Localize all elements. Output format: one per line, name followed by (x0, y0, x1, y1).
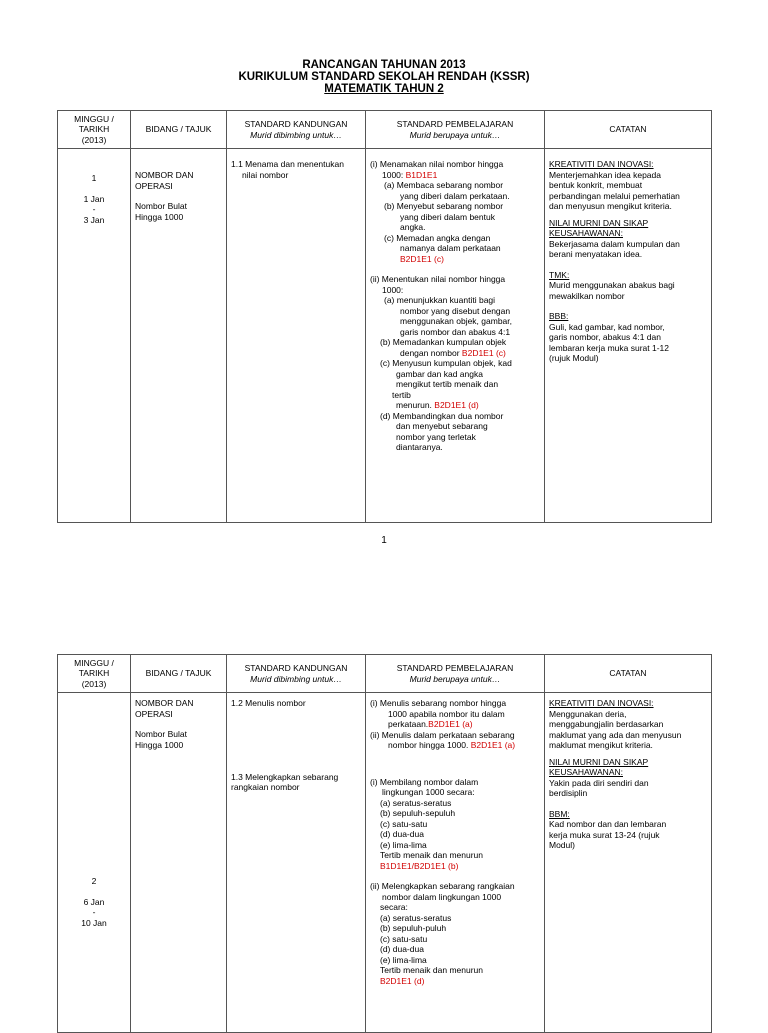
sp-text: 1000 apabila nombor itu dalam (388, 708, 505, 719)
catatan-heading: KEUSAHAWANAN: (549, 767, 623, 777)
catatan-text: Bekerjasama dalam kumpulan dan (549, 238, 680, 249)
table-header-row (58, 111, 712, 149)
sk-text: 1.3 Melengkapkan sebarang (231, 771, 339, 782)
sp-code: B2D1E1 (d) (380, 975, 425, 986)
sp-text: (i) Menamakan nilai nombor hingga (370, 159, 504, 169)
sp-text: (a) seratus-seratus (380, 912, 452, 923)
header-bidang: BIDANG / TAJUK (131, 111, 227, 149)
sp-text: (b) Memadankan kumpulan objek (380, 337, 507, 347)
sp-text: (d) dua-dua (380, 944, 424, 954)
header-standard-pembelajaran: STANDARD PEMBELAJARAN Murid berupaya untuk… (366, 111, 545, 149)
sp-code: B2D1E1 (d) (434, 400, 479, 410)
sp-text: (c) satu-satu (380, 933, 428, 944)
sp-text: menggunakan objek, gambar, (400, 316, 512, 326)
sp-text: yang diberi dalam bentuk (400, 211, 495, 222)
sp-code: B2D1E1 (c) (461, 347, 506, 358)
sp-text: angka. (400, 222, 426, 232)
sp-text: (b) Menyebut sebarang nombor (384, 201, 504, 211)
week-number: 1 (91, 173, 97, 183)
standard-pembelajaran-cell (366, 693, 545, 1033)
catatan-text: perbandingan melalui pemerhatian (549, 190, 680, 201)
week-start-date: 6 Jan (83, 896, 105, 907)
sp-text: (c) Memadan angka dengan (384, 232, 491, 243)
header-catatan: CATATAN (545, 111, 712, 149)
catatan-heading: KEUSAHAWANAN: (549, 228, 623, 238)
sp-text: dengan nombor B2D1E1 (c) (400, 347, 506, 358)
week-cell (58, 149, 131, 523)
sp-text: (ii) Menentukan nilai nombor hingga (370, 274, 506, 284)
page-number: 1 (381, 535, 387, 546)
catatan-text: (rujuk Modul) (549, 353, 599, 363)
catatan-text: bentuk konkrit, membuat (549, 180, 643, 190)
sk-text: 1.2 Menulis nombor (231, 698, 306, 708)
sp-text: (e) lima-lima (380, 954, 427, 965)
week-end-date: 10 Jan (81, 917, 107, 928)
sp-text: Tertib menaik dan menurun (380, 850, 484, 860)
sp-text: dan menyebut sebarang (396, 421, 488, 431)
sp-text: (i) Menulis sebarang nombor hingga (370, 698, 507, 708)
tajuk-label: Hingga 1000 (135, 211, 184, 222)
catatan-text: garis nombor, abakus 4:1 dan (549, 332, 661, 342)
catatan-text: Murid menggunakan abakus bagi (549, 280, 675, 290)
sp-text: namanya dalam perkataan (400, 243, 501, 253)
sp-text: (i) Membilang nombor dalam (370, 776, 479, 787)
table-row (58, 149, 712, 523)
header-standard-kandungan: STANDARD KANDUNGAN Murid dibimbing untuk… (227, 111, 366, 149)
standard-kandungan-cell (227, 693, 366, 1033)
sp-text: menurun. B2D1E1 (d) (396, 400, 479, 410)
table-header-row (58, 655, 712, 693)
sp-text: (ii) Menulis dalam perkataan sebarang (370, 729, 515, 740)
tajuk-label: Nombor Bulat (135, 729, 187, 739)
table-row (58, 693, 712, 1033)
plan-table-week-1 (57, 110, 712, 523)
sp-text: (e) lima-lima (380, 839, 427, 850)
tajuk-label: Nombor Bulat (135, 201, 187, 211)
sp-text: nombor hingga 1000. B2D1E1 (a) (388, 740, 516, 750)
catatan-text: maklumat mengikut kriteria. (549, 740, 653, 750)
catatan-heading: KREATIVITI DAN INOVASI: (549, 698, 654, 708)
catatan-text: Guli, kad gambar, kad nombor, (549, 321, 665, 332)
catatan-text: kerja muka surat 13-24 (rujuk (549, 829, 660, 840)
header-bidang: BIDANG / TAJUK (131, 655, 227, 693)
catatan-text: Yakin pada diri sendiri dan (549, 777, 649, 788)
sp-text: perkataan.B2D1E1 (a) (388, 719, 473, 729)
sp-text: diantaranya. (396, 442, 443, 452)
catatan-text: dan menyusun mengikut kriteria. (549, 201, 672, 211)
catatan-heading: BBB: (549, 311, 569, 321)
catatan-cell (545, 149, 712, 523)
sp-text: (a) Membaca sebarang nombor (384, 180, 504, 190)
sp-text: (ii) Melengkapkan sebarang rangkaian (370, 881, 515, 891)
week-start-date: 1 Jan (83, 193, 105, 204)
sp-text: Tertib menaik dan menurun (380, 965, 484, 975)
sp-code: B2D1E1 (c) (400, 253, 444, 264)
sp-text: (d) dua-dua (380, 829, 424, 839)
sp-text: (c) satu-satu (380, 818, 428, 829)
document-subtitle: KURIKULUM STANDARD SEKOLAH RENDAH (KSSR) (238, 71, 530, 83)
bidang-cell (131, 693, 227, 1033)
sk-text: 1.1 Menama dan menentukan (231, 159, 344, 169)
sp-text: nombor yang disebut dengan (400, 305, 511, 316)
header-minggu: MINGGU / TARIKH (2013) (58, 655, 131, 693)
catatan-heading: TMK: (549, 269, 570, 280)
catatan-text: mewakilkan nombor (549, 290, 625, 301)
catatan-text: lembaran kerja muka surat 1-12 (549, 342, 670, 353)
catatan-heading: KREATIVITI DAN INOVASI: (549, 159, 654, 169)
week-number: 2 (91, 876, 97, 886)
catatan-text: menggabungjalin berdasarkan (549, 719, 664, 729)
sp-text: garis nombor dan abakus 4:1 (400, 326, 511, 337)
catatan-text: berani menyatakan idea. (549, 249, 643, 259)
document-title: RANCANGAN TAHUNAN 2013 (302, 59, 466, 71)
document-subject: MATEMATIK TAHUN 2 (324, 83, 444, 95)
catatan-text: Menggunakan deria, (549, 708, 627, 719)
sp-text: yang diberi dalam perkataan. (400, 190, 510, 201)
week-cell (58, 693, 131, 1033)
sk-text: nilai nombor (242, 169, 289, 180)
standard-pembelajaran-cell (366, 149, 545, 523)
sp-text: (b) sepuluh-sepuluh (380, 808, 456, 818)
plan-table-week-2 (57, 654, 712, 1033)
tajuk-label: Hingga 1000 (135, 739, 184, 750)
sp-text: secara: (380, 902, 408, 912)
sp-text: tertib (392, 389, 411, 400)
bidang-cell (131, 149, 227, 523)
sp-text: gambar dan kad angka (396, 368, 483, 379)
header-minggu: MINGGU / TARIKH (2013) (58, 111, 131, 149)
catatan-heading: NILAI MURNI DAN SIKAP (549, 756, 649, 767)
sp-text: (c) Menyusun kumpulan objek, kad (380, 358, 512, 368)
sp-text: nombor yang terletak (396, 431, 476, 442)
sp-code: B2D1E1 (a) (470, 740, 516, 750)
header-catatan: CATATAN (545, 655, 712, 693)
bidang-label: OPERASI (135, 180, 173, 191)
catatan-text: berdisiplin (549, 788, 588, 798)
date-separator: - (92, 907, 96, 917)
catatan-text: maklumat yang ada dan menyusun (549, 729, 682, 740)
bidang-label: OPERASI (135, 708, 173, 719)
sp-text: 1000: (382, 284, 404, 295)
bidang-label: NOMBOR DAN (135, 698, 194, 708)
header-standard-kandungan: STANDARD KANDUNGAN Murid dibimbing untuk… (227, 655, 366, 693)
sk-text: rangkaian nombor (231, 782, 300, 792)
catatan-heading: NILAI MURNI DAN SIKAP (549, 217, 649, 228)
sp-code: B1D1E1/B2D1E1 (b) (380, 860, 459, 871)
sp-text: nombor dalam lingkungan 1000 (382, 891, 502, 902)
catatan-cell (545, 693, 712, 1033)
sp-text: (a) seratus-seratus (380, 797, 452, 808)
week-end-date: 3 Jan (83, 214, 105, 225)
bidang-label: NOMBOR DAN (135, 170, 194, 180)
sp-code: B2D1E1 (a) (428, 719, 473, 729)
catatan-text: Kad nombor dan dan lembaran (549, 819, 667, 829)
header-standard-pembelajaran: STANDARD PEMBELAJARAN Murid berupaya untuk… (366, 655, 545, 693)
sp-text: 1000: B1D1E1 (382, 169, 438, 180)
catatan-text: Modul) (549, 840, 575, 850)
sp-text: (a) menunjukkan kuantiti bagi (384, 295, 496, 305)
sp-text: (b) sepuluh-puluh (380, 923, 447, 933)
catatan-heading: BBM: (549, 808, 570, 819)
catatan-text: Menterjemahkan idea kepada (549, 169, 661, 180)
sp-text: mengikut tertib menaik dan (396, 379, 499, 389)
sp-code: B1D1E1 (405, 169, 438, 180)
sp-text: (d) Membandingkan dua nombor (380, 410, 504, 421)
standard-kandungan-cell (227, 149, 366, 523)
date-separator: - (92, 204, 96, 214)
sp-text: lingkungan 1000 secara: (382, 787, 475, 797)
